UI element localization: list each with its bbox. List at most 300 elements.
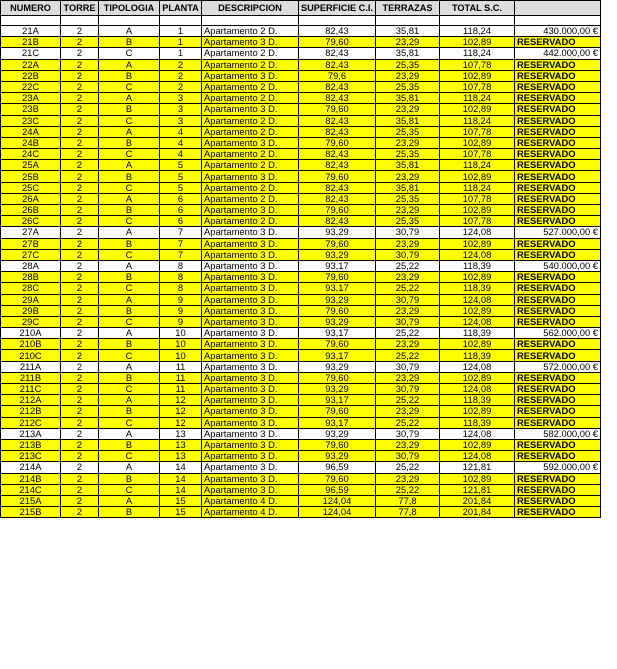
cell-superficie[interactable]: 79,60 <box>299 372 376 383</box>
cell-total[interactable]: 124,08 <box>439 249 514 260</box>
cell-tipologia[interactable]: A <box>99 193 160 204</box>
cell-torre[interactable]: 2 <box>61 137 99 148</box>
table-row[interactable] <box>1 462 601 473</box>
cell-total[interactable]: 118,24 <box>439 93 514 104</box>
cell-planta[interactable]: 13 <box>160 439 202 450</box>
cell-estado[interactable]: 430.000,00 € <box>514 26 600 37</box>
table-row[interactable] <box>1 238 601 249</box>
cell-tipologia[interactable]: A <box>99 160 160 171</box>
cell-superficie[interactable]: 93,17 <box>299 328 376 339</box>
cell-numero[interactable]: 21C <box>1 48 61 59</box>
cell-torre[interactable]: 2 <box>61 227 99 238</box>
header-descripcion[interactable]: DESCRIPCION <box>202 1 299 16</box>
cell-tipologia[interactable]: C <box>99 484 160 495</box>
cell-torre[interactable]: 2 <box>61 507 99 518</box>
cell-tipologia[interactable]: B <box>99 305 160 316</box>
cell-planta[interactable]: 14 <box>160 484 202 495</box>
cell-planta[interactable]: 2 <box>160 70 202 81</box>
cell-terrazas[interactable]: 30,79 <box>375 384 439 395</box>
cell-tipologia[interactable]: C <box>99 384 160 395</box>
cell-numero[interactable]: 26B <box>1 205 61 216</box>
cell-total[interactable]: 118,24 <box>439 115 514 126</box>
cell-superficie[interactable]: 82,43 <box>299 149 376 160</box>
cell-planta[interactable]: 13 <box>160 428 202 439</box>
cell-estado[interactable]: RESERVADO <box>514 160 600 171</box>
table-row[interactable] <box>1 115 601 126</box>
table-row[interactable] <box>1 495 601 506</box>
cell-descripcion[interactable]: Apartamento 3 D. <box>202 473 299 484</box>
cell-numero[interactable]: 25A <box>1 160 61 171</box>
cell-estado[interactable]: RESERVADO <box>514 283 600 294</box>
cell-total[interactable]: 121,81 <box>439 484 514 495</box>
cell-planta[interactable]: 10 <box>160 350 202 361</box>
cell-superficie[interactable]: 93,17 <box>299 417 376 428</box>
cell-total[interactable]: 102,89 <box>439 439 514 450</box>
table-row[interactable] <box>1 93 601 104</box>
table-row[interactable] <box>1 339 601 350</box>
cell-superficie[interactable]: 82,43 <box>299 48 376 59</box>
cell-superficie[interactable]: 96,59 <box>299 462 376 473</box>
cell-planta[interactable]: 15 <box>160 495 202 506</box>
cell-superficie[interactable]: 79,60 <box>299 104 376 115</box>
cell-torre[interactable]: 2 <box>61 182 99 193</box>
cell-total[interactable]: 102,89 <box>439 473 514 484</box>
cell-numero[interactable]: 214C <box>1 484 61 495</box>
table-row[interactable] <box>1 316 601 327</box>
cell-total[interactable]: 124,08 <box>439 227 514 238</box>
cell-numero[interactable]: 23B <box>1 104 61 115</box>
table-row[interactable] <box>1 439 601 450</box>
cell-torre[interactable]: 2 <box>61 384 99 395</box>
cell-planta[interactable]: 14 <box>160 462 202 473</box>
cell-numero[interactable]: 215B <box>1 507 61 518</box>
cell-planta[interactable]: 6 <box>160 205 202 216</box>
cell-terrazas[interactable]: 25,22 <box>375 260 439 271</box>
cell-terrazas[interactable]: 23,29 <box>375 37 439 48</box>
cell-torre[interactable]: 2 <box>61 417 99 428</box>
cell-planta[interactable]: 10 <box>160 339 202 350</box>
table-row[interactable] <box>1 406 601 417</box>
cell-descripcion[interactable]: Apartamento 3 D. <box>202 260 299 271</box>
cell-torre[interactable]: 2 <box>61 260 99 271</box>
cell-tipologia[interactable]: C <box>99 81 160 92</box>
header-total[interactable]: TOTAL S.C. <box>439 1 514 16</box>
cell-total[interactable]: 102,89 <box>439 205 514 216</box>
cell-terrazas[interactable]: 23,29 <box>375 238 439 249</box>
cell-estado[interactable]: RESERVADO <box>514 384 600 395</box>
cell-numero[interactable]: 210A <box>1 328 61 339</box>
cell-estado[interactable]: RESERVADO <box>514 372 600 383</box>
cell-total[interactable]: 107,78 <box>439 81 514 92</box>
cell-descripcion[interactable]: Apartamento 3 D. <box>202 316 299 327</box>
cell-total[interactable]: 102,89 <box>439 305 514 316</box>
cell-torre[interactable]: 2 <box>61 316 99 327</box>
cell-terrazas[interactable]: 25,35 <box>375 216 439 227</box>
cell-numero[interactable]: 23A <box>1 93 61 104</box>
cell-terrazas[interactable]: 23,29 <box>375 372 439 383</box>
cell-descripcion[interactable]: Apartamento 2 D. <box>202 216 299 227</box>
cell-planta[interactable]: 3 <box>160 93 202 104</box>
cell-superficie[interactable]: 93,29 <box>299 384 376 395</box>
cell-torre[interactable]: 2 <box>61 462 99 473</box>
cell-terrazas[interactable]: 30,79 <box>375 451 439 462</box>
cell-planta[interactable]: 10 <box>160 328 202 339</box>
cell-total[interactable]: 102,89 <box>439 339 514 350</box>
cell-planta[interactable]: 2 <box>160 59 202 70</box>
cell-total[interactable]: 118,24 <box>439 48 514 59</box>
cell-numero[interactable]: 22A <box>1 59 61 70</box>
cell-terrazas[interactable]: 23,29 <box>375 339 439 350</box>
cell-torre[interactable]: 2 <box>61 428 99 439</box>
cell-planta[interactable]: 9 <box>160 294 202 305</box>
table-row[interactable] <box>1 48 601 59</box>
cell-estado[interactable]: RESERVADO <box>514 171 600 182</box>
cell-total[interactable]: 107,78 <box>439 126 514 137</box>
cell-tipologia[interactable]: A <box>99 328 160 339</box>
cell-descripcion[interactable]: Apartamento 3 D. <box>202 417 299 428</box>
cell-numero[interactable]: 29A <box>1 294 61 305</box>
header-superficie[interactable]: SUPERFICIE C.I. <box>299 1 376 16</box>
cell-total[interactable]: 118,39 <box>439 350 514 361</box>
cell-total[interactable]: 201,84 <box>439 495 514 506</box>
cell-estado[interactable]: RESERVADO <box>514 395 600 406</box>
cell-torre[interactable]: 2 <box>61 372 99 383</box>
cell-total[interactable]: 118,39 <box>439 283 514 294</box>
cell-superficie[interactable]: 82,43 <box>299 81 376 92</box>
cell-terrazas[interactable]: 23,29 <box>375 137 439 148</box>
cell-total[interactable]: 107,78 <box>439 193 514 204</box>
cell-total[interactable]: 102,89 <box>439 70 514 81</box>
cell-descripcion[interactable]: Apartamento 2 D. <box>202 81 299 92</box>
cell-superficie[interactable]: 82,43 <box>299 59 376 70</box>
cell-superficie[interactable]: 82,43 <box>299 126 376 137</box>
cell-planta[interactable]: 11 <box>160 372 202 383</box>
cell-planta[interactable]: 3 <box>160 104 202 115</box>
cell-estado[interactable]: RESERVADO <box>514 339 600 350</box>
cell-estado[interactable]: RESERVADO <box>514 272 600 283</box>
cell-superficie[interactable]: 79,60 <box>299 205 376 216</box>
cell-estado[interactable]: RESERVADO <box>514 238 600 249</box>
cell-total[interactable]: 107,78 <box>439 149 514 160</box>
cell-estado[interactable]: RESERVADO <box>514 507 600 518</box>
cell-estado[interactable]: 572.000,00 € <box>514 361 600 372</box>
cell-estado[interactable]: RESERVADO <box>514 473 600 484</box>
cell-torre[interactable]: 2 <box>61 451 99 462</box>
cell-torre[interactable]: 2 <box>61 473 99 484</box>
cell-torre[interactable]: 2 <box>61 81 99 92</box>
cell-planta[interactable]: 6 <box>160 193 202 204</box>
cell-total[interactable]: 124,08 <box>439 361 514 372</box>
cell-total[interactable]: 124,08 <box>439 294 514 305</box>
cell-numero[interactable]: 22C <box>1 81 61 92</box>
cell-torre[interactable]: 2 <box>61 238 99 249</box>
cell-total[interactable]: 102,89 <box>439 238 514 249</box>
cell-total[interactable]: 124,08 <box>439 316 514 327</box>
cell-planta[interactable]: 5 <box>160 182 202 193</box>
cell-planta[interactable]: 1 <box>160 26 202 37</box>
cell-tipologia[interactable]: A <box>99 227 160 238</box>
cell-superficie[interactable]: 93,17 <box>299 283 376 294</box>
cell-superficie[interactable]: 79,60 <box>299 473 376 484</box>
cell-planta[interactable]: 13 <box>160 451 202 462</box>
cell-superficie[interactable]: 82,43 <box>299 115 376 126</box>
cell-tipologia[interactable]: C <box>99 182 160 193</box>
cell-planta[interactable]: 2 <box>160 81 202 92</box>
cell-descripcion[interactable]: Apartamento 2 D. <box>202 126 299 137</box>
cell-total[interactable]: 118,24 <box>439 160 514 171</box>
table-row[interactable] <box>1 205 601 216</box>
table-row[interactable] <box>1 182 601 193</box>
table-row[interactable] <box>1 193 601 204</box>
cell-numero[interactable]: 29C <box>1 316 61 327</box>
cell-estado[interactable]: RESERVADO <box>514 70 600 81</box>
cell-total[interactable]: 201,84 <box>439 507 514 518</box>
cell-terrazas[interactable]: 35,81 <box>375 48 439 59</box>
cell-estado[interactable]: RESERVADO <box>514 93 600 104</box>
header-numero[interactable]: NUMERO <box>1 1 61 16</box>
cell-planta[interactable]: 4 <box>160 137 202 148</box>
cell-tipologia[interactable]: C <box>99 48 160 59</box>
cell-numero[interactable]: 212A <box>1 395 61 406</box>
cell-descripcion[interactable]: Apartamento 2 D. <box>202 160 299 171</box>
cell-numero[interactable]: 27A <box>1 227 61 238</box>
cell-estado[interactable]: RESERVADO <box>514 182 600 193</box>
cell-planta[interactable]: 1 <box>160 48 202 59</box>
cell-tipologia[interactable]: A <box>99 126 160 137</box>
cell-terrazas[interactable]: 30,79 <box>375 227 439 238</box>
cell-torre[interactable]: 2 <box>61 439 99 450</box>
cell-estado[interactable]: 582.000,00 € <box>514 428 600 439</box>
cell-superficie[interactable]: 79,60 <box>299 272 376 283</box>
cell-estado[interactable]: RESERVADO <box>514 451 600 462</box>
cell-descripcion[interactable]: Apartamento 3 D. <box>202 104 299 115</box>
cell-planta[interactable]: 8 <box>160 283 202 294</box>
cell-numero[interactable]: 21B <box>1 37 61 48</box>
cell-terrazas[interactable]: 25,22 <box>375 462 439 473</box>
cell-tipologia[interactable]: B <box>99 372 160 383</box>
cell-numero[interactable]: 211C <box>1 384 61 395</box>
cell-numero[interactable]: 215A <box>1 495 61 506</box>
cell-tipologia[interactable]: B <box>99 137 160 148</box>
cell-descripcion[interactable]: Apartamento 2 D. <box>202 93 299 104</box>
cell-terrazas[interactable]: 25,35 <box>375 81 439 92</box>
cell-total[interactable]: 118,24 <box>439 26 514 37</box>
cell-total[interactable]: 118,24 <box>439 182 514 193</box>
cell-planta[interactable]: 3 <box>160 115 202 126</box>
cell-estado[interactable]: RESERVADO <box>514 126 600 137</box>
cell-terrazas[interactable]: 23,29 <box>375 171 439 182</box>
cell-torre[interactable]: 2 <box>61 495 99 506</box>
cell-superficie[interactable]: 79,60 <box>299 238 376 249</box>
header-terrazas[interactable]: TERRAZAS <box>375 1 439 16</box>
cell-estado[interactable]: 442.000,00 € <box>514 48 600 59</box>
cell-tipologia[interactable]: B <box>99 104 160 115</box>
cell-torre[interactable]: 2 <box>61 149 99 160</box>
cell-terrazas[interactable]: 25,35 <box>375 193 439 204</box>
cell-tipologia[interactable]: A <box>99 260 160 271</box>
cell-descripcion[interactable]: Apartamento 3 D. <box>202 439 299 450</box>
table-row[interactable] <box>1 294 601 305</box>
cell-planta[interactable]: 9 <box>160 316 202 327</box>
cell-total[interactable]: 102,89 <box>439 104 514 115</box>
table-row[interactable] <box>1 149 601 160</box>
cell-terrazas[interactable]: 23,29 <box>375 473 439 484</box>
cell-planta[interactable]: 6 <box>160 216 202 227</box>
cell-tipologia[interactable]: C <box>99 316 160 327</box>
cell-superficie[interactable]: 79,60 <box>299 439 376 450</box>
cell-superficie[interactable]: 79,60 <box>299 137 376 148</box>
cell-torre[interactable]: 2 <box>61 70 99 81</box>
cell-tipologia[interactable]: B <box>99 406 160 417</box>
cell-tipologia[interactable]: B <box>99 70 160 81</box>
cell-terrazas[interactable]: 25,22 <box>375 417 439 428</box>
cell-tipologia[interactable]: A <box>99 462 160 473</box>
cell-terrazas[interactable]: 35,81 <box>375 182 439 193</box>
cell-terrazas[interactable]: 30,79 <box>375 249 439 260</box>
cell-descripcion[interactable]: Apartamento 3 D. <box>202 372 299 383</box>
cell-torre[interactable]: 2 <box>61 104 99 115</box>
cell-descripcion[interactable]: Apartamento 2 D. <box>202 26 299 37</box>
table-row[interactable] <box>1 249 601 260</box>
header-torre[interactable]: TORRE <box>61 1 99 16</box>
cell-planta[interactable]: 4 <box>160 149 202 160</box>
cell-superficie[interactable]: 93,29 <box>299 451 376 462</box>
cell-numero[interactable]: 27C <box>1 249 61 260</box>
cell-terrazas[interactable]: 23,29 <box>375 439 439 450</box>
cell-terrazas[interactable]: 23,29 <box>375 406 439 417</box>
cell-tipologia[interactable]: B <box>99 37 160 48</box>
cell-tipologia[interactable]: C <box>99 149 160 160</box>
cell-descripcion[interactable]: Apartamento 3 D. <box>202 339 299 350</box>
cell-descripcion[interactable]: Apartamento 3 D. <box>202 37 299 48</box>
cell-estado[interactable]: RESERVADO <box>514 249 600 260</box>
cell-planta[interactable]: 8 <box>160 272 202 283</box>
cell-estado[interactable]: 592.000,00 € <box>514 462 600 473</box>
table-row[interactable] <box>1 37 601 48</box>
cell-tipologia[interactable]: C <box>99 216 160 227</box>
cell-estado[interactable]: 527.000,00 € <box>514 227 600 238</box>
cell-tipologia[interactable]: B <box>99 507 160 518</box>
cell-terrazas[interactable]: 23,29 <box>375 70 439 81</box>
cell-planta[interactable]: 5 <box>160 160 202 171</box>
cell-estado[interactable]: RESERVADO <box>514 81 600 92</box>
cell-torre[interactable]: 2 <box>61 305 99 316</box>
cell-descripcion[interactable]: Apartamento 3 D. <box>202 283 299 294</box>
table-row[interactable] <box>1 473 601 484</box>
cell-superficie[interactable]: 124,04 <box>299 495 376 506</box>
cell-tipologia[interactable]: A <box>99 294 160 305</box>
cell-terrazas[interactable]: 35,81 <box>375 26 439 37</box>
cell-planta[interactable]: 12 <box>160 417 202 428</box>
cell-superficie[interactable]: 93,29 <box>299 316 376 327</box>
cell-estado[interactable]: RESERVADO <box>514 439 600 450</box>
cell-numero[interactable]: 212C <box>1 417 61 428</box>
table-row[interactable] <box>1 328 601 339</box>
cell-planta[interactable]: 9 <box>160 305 202 316</box>
cell-torre[interactable]: 2 <box>61 328 99 339</box>
cell-numero[interactable]: 24C <box>1 149 61 160</box>
cell-torre[interactable]: 2 <box>61 37 99 48</box>
cell-tipologia[interactable]: B <box>99 439 160 450</box>
table-row[interactable] <box>1 227 601 238</box>
cell-superficie[interactable]: 93,17 <box>299 395 376 406</box>
table-row[interactable] <box>1 305 601 316</box>
cell-estado[interactable]: RESERVADO <box>514 216 600 227</box>
cell-terrazas[interactable]: 23,29 <box>375 305 439 316</box>
cell-terrazas[interactable]: 23,29 <box>375 272 439 283</box>
cell-tipologia[interactable]: B <box>99 272 160 283</box>
cell-terrazas[interactable]: 30,79 <box>375 294 439 305</box>
cell-total[interactable]: 102,89 <box>439 272 514 283</box>
cell-numero[interactable]: 25B <box>1 171 61 182</box>
table-row[interactable] <box>1 171 601 182</box>
cell-tipologia[interactable]: C <box>99 283 160 294</box>
cell-total[interactable]: 102,89 <box>439 372 514 383</box>
cell-descripcion[interactable]: Apartamento 2 D. <box>202 149 299 160</box>
cell-torre[interactable]: 2 <box>61 339 99 350</box>
header-planta[interactable]: PLANTA <box>160 1 202 16</box>
cell-tipologia[interactable]: B <box>99 205 160 216</box>
cell-terrazas[interactable]: 23,29 <box>375 205 439 216</box>
cell-descripcion[interactable]: Apartamento 3 D. <box>202 384 299 395</box>
cell-superficie[interactable]: 93,29 <box>299 428 376 439</box>
cell-planta[interactable]: 4 <box>160 126 202 137</box>
cell-planta[interactable]: 12 <box>160 406 202 417</box>
cell-numero[interactable]: 210C <box>1 350 61 361</box>
cell-torre[interactable]: 2 <box>61 283 99 294</box>
cell-planta[interactable]: 11 <box>160 384 202 395</box>
cell-terrazas[interactable]: 35,81 <box>375 115 439 126</box>
cell-tipologia[interactable]: C <box>99 350 160 361</box>
cell-descripcion[interactable]: Apartamento 3 D. <box>202 238 299 249</box>
cell-total[interactable]: 102,89 <box>439 171 514 182</box>
table-row[interactable] <box>1 272 601 283</box>
cell-estado[interactable]: 540.000,00 € <box>514 260 600 271</box>
cell-torre[interactable]: 2 <box>61 93 99 104</box>
cell-numero[interactable]: 24B <box>1 137 61 148</box>
cell-descripcion[interactable]: Apartamento 3 D. <box>202 350 299 361</box>
cell-numero[interactable]: 211A <box>1 361 61 372</box>
cell-descripcion[interactable]: Apartamento 3 D. <box>202 406 299 417</box>
cell-total[interactable]: 118,39 <box>439 395 514 406</box>
cell-estado[interactable]: RESERVADO <box>514 495 600 506</box>
cell-estado[interactable]: RESERVADO <box>514 137 600 148</box>
cell-numero[interactable]: 22B <box>1 70 61 81</box>
cell-estado[interactable]: RESERVADO <box>514 37 600 48</box>
cell-numero[interactable]: 26C <box>1 216 61 227</box>
cell-numero[interactable]: 28A <box>1 260 61 271</box>
cell-superficie[interactable]: 93,17 <box>299 350 376 361</box>
cell-descripcion[interactable]: Apartamento 3 D. <box>202 294 299 305</box>
cell-torre[interactable]: 2 <box>61 361 99 372</box>
cell-torre[interactable]: 2 <box>61 171 99 182</box>
table-row[interactable] <box>1 104 601 115</box>
cell-superficie[interactable]: 82,43 <box>299 182 376 193</box>
table-row[interactable] <box>1 417 601 428</box>
cell-superficie[interactable]: 79,60 <box>299 305 376 316</box>
cell-total[interactable]: 124,08 <box>439 451 514 462</box>
cell-descripcion[interactable]: Apartamento 3 D. <box>202 462 299 473</box>
table-row[interactable] <box>1 507 601 518</box>
table-row[interactable] <box>1 137 601 148</box>
cell-planta[interactable]: 7 <box>160 249 202 260</box>
cell-descripcion[interactable]: Apartamento 2 D. <box>202 193 299 204</box>
cell-superficie[interactable]: 93,29 <box>299 361 376 372</box>
cell-terrazas[interactable]: 77,8 <box>375 507 439 518</box>
table-row[interactable] <box>1 395 601 406</box>
cell-estado[interactable]: RESERVADO <box>514 406 600 417</box>
cell-superficie[interactable]: 82,43 <box>299 216 376 227</box>
